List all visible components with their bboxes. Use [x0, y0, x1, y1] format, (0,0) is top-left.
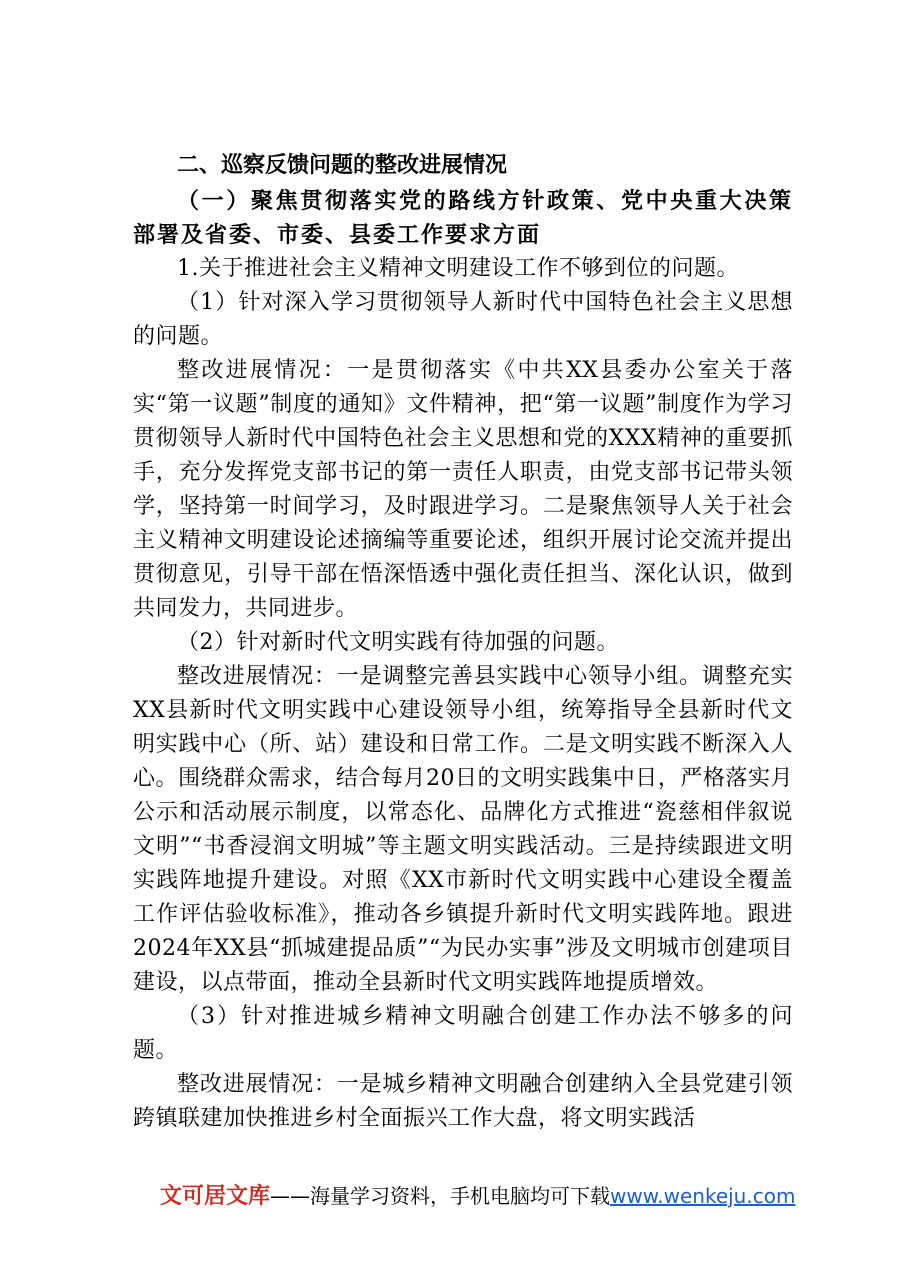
footer-link[interactable]: www.wenkeju.com: [610, 1184, 796, 1208]
section-heading: 二、巡察反馈问题的整改进展情况: [177, 153, 508, 178]
progress-paragraph-3: 整改进展情况：一是城乡精神文明融合创建纳入全县党建引领跨镇联建加快推进乡村全面振兴工作大盘，将文明实践活: [133, 1072, 793, 1131]
footer-brand: 文可居文库: [160, 1184, 271, 1209]
subsection-heading: （一）聚焦贯彻落实党的路线方针政策、党中央重大决策部署及省委、市委、县委工作要求方面: [133, 188, 793, 248]
sub-item-title-3: （3）针对推进城乡精神文明融合创建工作办法不够多的问题。: [133, 1004, 793, 1063]
document-body: [133, 148, 793, 1136]
sub-item-title-2: （2）针对新时代文明实践有待加强的问题。: [177, 630, 619, 655]
item-title-1: 1.关于推进社会主义精神文明建设工作不够到位的问题。: [177, 256, 739, 281]
progress-paragraph-2: 整改进展情况：一是调整完善县实践中心领导小组。调整充实XX县新时代文明实践中心建设领导小组，统筹指导全县新时代文明实践中心（所、站）建设和日常工作。二是文明实践不断深入人心。围绕群众需求，结合每月20日的文明实践集中日，严格落实月公示和活动展示制度，以常态化、品牌化方式推进“瓷慈相伴叙说文明”“书香浸润文明城”等主题文明实践活动。三是持续跟进文明实践阵地提升建设。对照《XX市新时代文明实践中心建设全覆盖工作评估验收标准》，推动各乡镇提升新时代文明实践阵地。跟进2024年XX县“抓城建提品质”“为民办实事”涉及文明城市创建项目建设，以点带面，推动全县新时代文明实践阵地提质增效。: [133, 664, 793, 995]
footer-banner: [160, 1183, 795, 1210]
footer-tagline: ——海量学习资料，手机电脑均可下载: [270, 1184, 611, 1208]
progress-paragraph-1: 整改进展情况：一是贯彻落实《中共XX县委办公室关于落实“第一议题”制度的通知》文件精神，把“第一议题”制度作为学习贯彻领导人新时代中国特色社会主义思想和党的XXX精神的重要抓手，充分发挥党支部书记的第一责任人职责，由党支部书记带头领学，坚持第一时间学习，及时跟进学习。二是聚焦领导人关于社会主义精神文明建设论述摘编等重要论述，组织开展讨论交流并提出贯彻意见，引导干部在悟深悟透中强化责任担当、深化认识，做到共同发力，共同进步。: [133, 358, 793, 621]
sub-item-title-1: （1）针对深入学习贯彻领导人新时代中国特色社会主义思想的问题。: [133, 290, 793, 349]
